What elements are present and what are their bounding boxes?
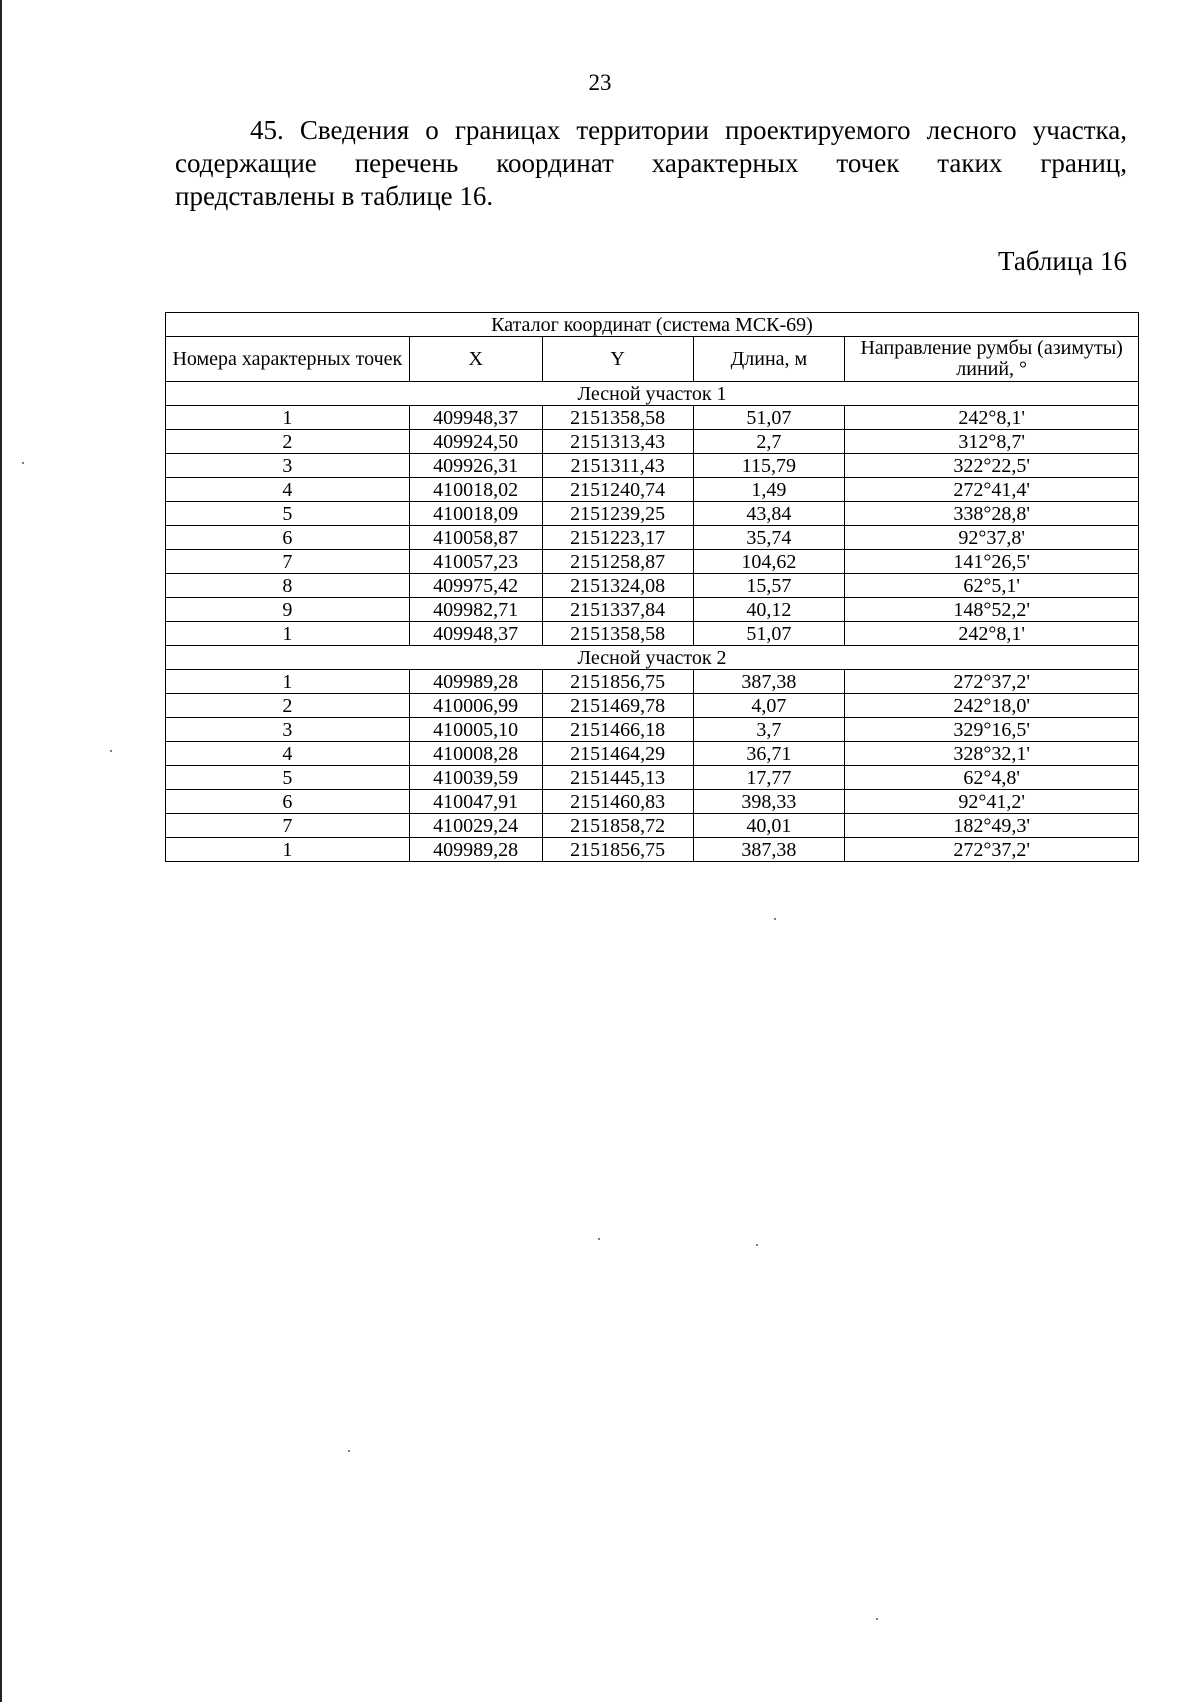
y-value: 2151311,43 [542,454,693,478]
direction-value: 322°22,5' [845,454,1139,478]
point-number: 7 [166,550,410,574]
x-value: 409948,37 [409,622,542,646]
point-number: 1 [166,670,410,694]
point-number: 3 [166,718,410,742]
table-row [166,838,1139,862]
direction-value: 338°28,8' [845,502,1139,526]
x-value: 410029,24 [409,814,542,838]
scan-speck [598,1238,600,1240]
table-row [166,718,1139,742]
length-value: 15,57 [693,574,845,598]
point-number: 8 [166,574,410,598]
x-value: 409989,28 [409,838,542,862]
point-number: 3 [166,454,410,478]
direction-value: 242°8,1' [845,622,1139,646]
table-caption-row [166,313,1139,337]
header-points: Номера характерных точек [166,337,410,382]
scan-speck [756,1244,758,1246]
paragraph-line-3: представлены в таблице 16. [175,181,494,211]
table-label: Таблица 16 [998,246,1127,276]
x-value: 410018,02 [409,478,542,502]
y-value: 2151858,72 [542,814,693,838]
direction-value: 182°49,3' [845,814,1139,838]
x-value: 410018,09 [409,502,542,526]
table-caption: Каталог координат (система МСК-69) [166,313,1139,337]
header-x: X [409,337,542,382]
table-row [166,670,1139,694]
y-value: 2151258,87 [542,550,693,574]
length-value: 2,7 [693,430,845,454]
point-number: 4 [166,742,410,766]
direction-value: 141°26,5' [845,550,1139,574]
scan-speck [22,462,24,464]
point-number: 7 [166,814,410,838]
length-value: 4,07 [693,694,845,718]
direction-value: 328°32,1' [845,742,1139,766]
x-value: 410006,99 [409,694,542,718]
table-row [166,502,1139,526]
y-value: 2151240,74 [542,478,693,502]
point-number: 4 [166,478,410,502]
length-value: 51,07 [693,622,845,646]
direction-value: 272°37,2' [845,838,1139,862]
scan-edge [0,0,2,1702]
page-number: 23 [588,70,612,95]
y-value: 2151337,84 [542,598,693,622]
table-row [166,574,1139,598]
table-row [166,478,1139,502]
intro-paragraph [175,114,1127,213]
length-value: 115,79 [693,454,845,478]
direction-value: 62°5,1' [845,574,1139,598]
direction-value: 329°16,5' [845,718,1139,742]
length-value: 43,84 [693,502,845,526]
x-value: 410039,59 [409,766,542,790]
coordinates-table [165,312,1139,862]
length-value: 104,62 [693,550,845,574]
point-number: 6 [166,526,410,550]
length-value: 51,07 [693,406,845,430]
table-row [166,622,1139,646]
y-value: 2151466,18 [542,718,693,742]
table-row [166,406,1139,430]
section-title: Лесной участок 2 [166,646,1139,670]
x-value: 409982,71 [409,598,542,622]
y-value: 2151460,83 [542,790,693,814]
x-value: 410057,23 [409,550,542,574]
point-number: 1 [166,622,410,646]
point-number: 2 [166,694,410,718]
length-value: 3,7 [693,718,845,742]
length-value: 17,77 [693,766,845,790]
point-number: 5 [166,766,410,790]
x-value: 410005,10 [409,718,542,742]
y-value: 2151324,08 [542,574,693,598]
length-value: 40,12 [693,598,845,622]
x-value: 409926,31 [409,454,542,478]
direction-value: 242°8,1' [845,406,1139,430]
length-value: 1,49 [693,478,845,502]
point-number: 2 [166,430,410,454]
section-row [166,646,1139,670]
table-row [166,790,1139,814]
x-value: 409975,42 [409,574,542,598]
y-value: 2151313,43 [542,430,693,454]
table-row [166,694,1139,718]
y-value: 2151469,78 [542,694,693,718]
length-value: 387,38 [693,838,845,862]
x-value: 410058,87 [409,526,542,550]
direction-value: 92°37,8' [845,526,1139,550]
paragraph-line-2: содержащие перечень координат характерных точек таких границ, [175,148,1127,178]
x-value: 409989,28 [409,670,542,694]
y-value: 2151856,75 [542,670,693,694]
table-row [166,550,1139,574]
point-number: 5 [166,502,410,526]
point-number: 6 [166,790,410,814]
direction-value: 312°8,7' [845,430,1139,454]
length-value: 40,01 [693,814,845,838]
table-row [166,454,1139,478]
scan-speck [110,750,112,752]
y-value: 2151239,25 [542,502,693,526]
header-y: Y [542,337,693,382]
table-body [166,382,1139,862]
table-row [166,814,1139,838]
length-value: 36,71 [693,742,845,766]
y-value: 2151445,13 [542,766,693,790]
x-value: 409924,50 [409,430,542,454]
y-value: 2151856,75 [542,838,693,862]
header-direction: Направление румбы (азимуты) линий, ° [845,337,1139,382]
x-value: 409948,37 [409,406,542,430]
scan-speck [348,1450,350,1452]
y-value: 2151464,29 [542,742,693,766]
length-value: 398,33 [693,790,845,814]
x-value: 410047,91 [409,790,542,814]
table-row [166,430,1139,454]
paragraph-line-1: 45. Сведения о границах территории проектируемого лесного участка, [250,115,1127,145]
table-row [166,598,1139,622]
direction-value: 62°4,8' [845,766,1139,790]
direction-value: 242°18,0' [845,694,1139,718]
y-value: 2151358,58 [542,406,693,430]
x-value: 410008,28 [409,742,542,766]
table-row [166,742,1139,766]
direction-value: 272°41,4' [845,478,1139,502]
y-value: 2151223,17 [542,526,693,550]
length-value: 387,38 [693,670,845,694]
y-value: 2151358,58 [542,622,693,646]
direction-value: 92°41,2' [845,790,1139,814]
direction-value: 272°37,2' [845,670,1139,694]
section-row [166,382,1139,406]
section-title: Лесной участок 1 [166,382,1139,406]
point-number: 1 [166,838,410,862]
table-header-row [166,337,1139,382]
header-length: Длина, м [693,337,845,382]
table-row [166,766,1139,790]
point-number: 9 [166,598,410,622]
table-row [166,526,1139,550]
point-number: 1 [166,406,410,430]
scan-speck [774,918,776,920]
scan-speck [876,1618,878,1620]
length-value: 35,74 [693,526,845,550]
direction-value: 148°52,2' [845,598,1139,622]
